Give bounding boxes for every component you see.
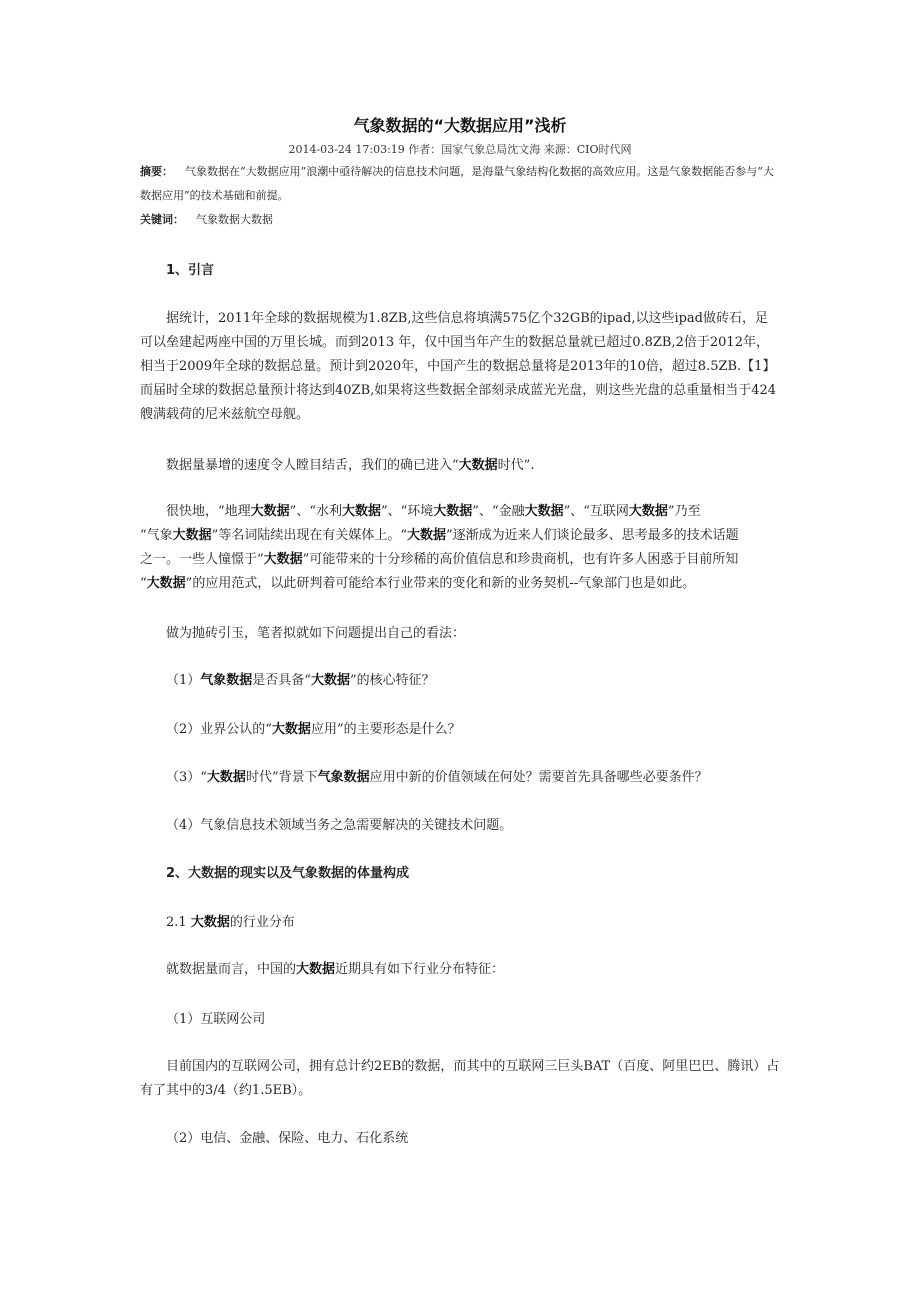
text-run: 应用”的主要形态是什么？: [310, 722, 461, 737]
text-run: “气象: [140, 528, 173, 543]
paragraph-internet-companies: [140, 1055, 780, 1103]
bold-run: 大数据: [296, 962, 336, 977]
text-run: 时代”背景下: [245, 770, 318, 785]
p3-line-3: [140, 548, 780, 572]
text-run: 2.1: [166, 915, 191, 930]
bold-run: 大数据: [263, 552, 303, 567]
p1-line: 艘满载荷的尼米兹航空母舰。: [140, 407, 310, 422]
text-run: 应用中新的价值领域在何处？需要首先具备哪些必要条件？: [369, 770, 708, 785]
p1-line: 相当于2009年全球的数据总量。预计到2020年，中国产生的数据总量将是2013年的10倍，超过8.5ZB.【1】: [140, 359, 776, 374]
item-1-heading: （1）互联网公司: [166, 1012, 266, 1027]
question-2: [140, 718, 806, 742]
bold-run: 大数据: [190, 915, 230, 930]
bold-run: 气象数据: [317, 770, 370, 785]
item-2-heading: （2）电信、金融、保险、电力、石化系统: [166, 1131, 409, 1146]
text-run: ”、“水利: [289, 504, 342, 519]
p1-line: 据统计，2011年全球的数据规模为1.8ZB,这些信息将填满575亿个32GB的ipad,以这些ipad做砖石，足: [166, 311, 769, 326]
abstract-label: 摘要：: [140, 165, 173, 178]
p3-line-2: [140, 524, 780, 548]
text-run: ”可能带来的十分珍稀的高价值信息和珍贵商机，也有许多人困惑于目前所知: [302, 552, 739, 567]
text-run: 近期具有如下行业分布特征：: [335, 962, 505, 977]
text-run: （3）“: [166, 770, 207, 785]
section-1-heading: 1、引言: [166, 263, 215, 278]
paragraph-questions-intro: 做为抛砖引玉，笔者拟就如下问题提出自己的看法：: [166, 626, 466, 641]
abstract: [140, 160, 780, 208]
text-run: ”、“环境: [380, 504, 434, 519]
text-run: ”乃至: [667, 504, 701, 519]
bold-run: 大数据: [271, 722, 311, 737]
bold-run: 大数据: [628, 504, 668, 519]
text-run: ”、“互联网: [563, 504, 629, 519]
section-2-heading: 2、大数据的现实以及气象数据的体量构成: [166, 866, 410, 881]
paragraph-big-data-era: [140, 454, 780, 478]
text-run: ”等名词陆续出现在有关媒体上。“: [211, 528, 407, 543]
question-1: [140, 669, 806, 693]
p1-line: 而届时全球的数据总量预计将达到40ZB,如果将这些数据全部刻录成蓝光光盘，则这些光盘的总重量相当于424: [140, 383, 777, 398]
text-run: 时代”.: [497, 458, 535, 473]
p1-line: 可以垒建起两座中国的万里长城。而到2013 年，仅中国当年产生的数据总量就已超过0.8ZB,2倍于2012年，: [140, 335, 769, 350]
bold-run: 大数据: [341, 504, 381, 519]
article-meta: 2014-03-24 17:03:19 作者：国家气象总局沈文海 来源：CIO时代网: [288, 143, 632, 156]
bold-run: 气象数据: [200, 673, 253, 688]
i1p-line: 目前国内的互联网公司，拥有总计约2EB的数据，而其中的互联网三巨头BAT（百度、阿里巴巴、腾讯）占: [166, 1059, 780, 1074]
bold-run: 大数据: [206, 770, 246, 785]
paragraph-big-data-terms: [140, 500, 780, 596]
text-run: “: [140, 576, 147, 591]
text-run: ”的应用范式，以此研判着可能给本行业带来的变化和新的业务契机--气象部门也是如此。: [185, 576, 696, 591]
text-run: 的行业分布: [229, 915, 295, 930]
bold-run: 大数据: [458, 458, 498, 473]
p3-line-4: [140, 572, 780, 596]
p3-line-1: [140, 500, 780, 524]
paragraph-distribution-intro: [140, 958, 780, 982]
bold-run: 大数据: [406, 528, 446, 543]
text-run: ”的核心特征？: [349, 673, 435, 688]
bold-run: 大数据: [433, 504, 473, 519]
keywords-text: 气象数据大数据: [196, 213, 273, 226]
paragraph-statistics: [140, 307, 780, 427]
page-title: 气象数据的“大数据应用”浅析: [353, 116, 567, 135]
text-run: ”、“金融: [472, 504, 525, 519]
text-run: 是否具备“: [252, 673, 311, 688]
bold-run: 大数据: [250, 504, 290, 519]
bold-run: 大数据: [146, 576, 186, 591]
text-run: （2）业界公认的“: [166, 722, 272, 737]
bold-run: 大数据: [172, 528, 212, 543]
text-run: （1）: [166, 673, 201, 688]
text-run: 数据量暴增的速度令人瞠目结舌，我们的确已进入“: [166, 458, 459, 473]
text-run: 之一。一些人憧憬于“: [140, 552, 264, 567]
text-run: 很快地，“地理: [166, 504, 251, 519]
keywords: [140, 208, 780, 232]
keywords-label: 关键词：: [140, 213, 184, 226]
bold-run: 大数据: [524, 504, 564, 519]
text-run: ”逐渐成为近来人们谈论最多、思考最多的技术话题: [445, 528, 739, 543]
question-4: （4）气象信息技术领域当务之急需要解决的关键技术问题。: [166, 818, 513, 833]
text-run: 就数据量而言，中国的: [166, 962, 297, 977]
i1p-line: 有了其中的3/4（约1.5EB）。: [140, 1083, 312, 1098]
bold-run: 大数据: [310, 673, 350, 688]
subsection-2-1-heading: [140, 911, 780, 935]
question-3: [140, 766, 806, 790]
abstract-line-2: 数据应用”的技术基础和前提。: [140, 189, 289, 202]
abstract-line-1: 气象数据在“大数据应用”浪潮中亟待解决的信息技术问题，是海量气象结构化数据的高效应用。这是气象数据能否参与“大: [185, 165, 774, 178]
